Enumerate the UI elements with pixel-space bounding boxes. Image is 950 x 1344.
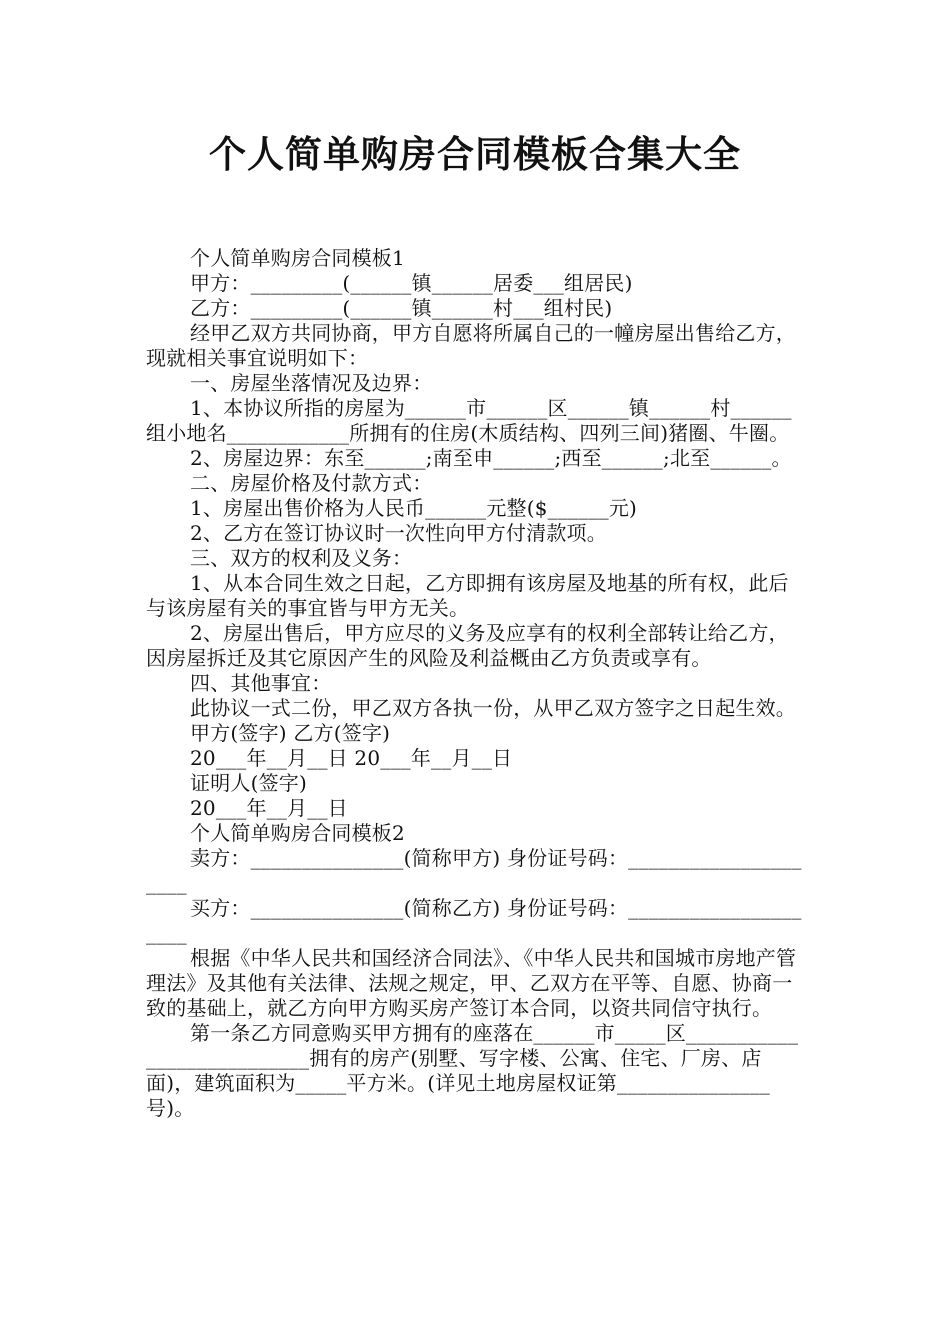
clause-heading: 四、其他事宜： [190,671,332,695]
buyer-line: 买方：_______________(简称乙方) 身份证号码：_____________________ [146,896,802,945]
clause-paragraph: 2、乙方在签订协议时一次性向甲方付清款项。 [190,521,607,545]
clause-heading: 一、房屋坐落情况及边界： [190,371,433,395]
page-title: 个人简单购房合同模板合集大全 [209,133,741,176]
section-heading-template-1: 个人简单购房合同模板1 [190,246,405,270]
section-heading-template-2: 个人简单购房合同模板2 [190,821,405,845]
document-body [146,246,808,1121]
clause-heading: 二、房屋价格及付款方式： [190,471,433,495]
party-a-line: 甲方：_________(______镇______居委___组居民) [190,271,633,295]
clause-paragraph: 2、房屋出售后，甲方应尽的义务及应享有的权利全部转让给乙方，因房屋拆迁及其它原因产生的风险及利益概由乙方负责或享有。 [146,621,789,670]
clause-paragraph: 1、本协议所指的房屋为______市______区______镇______村______组小地名____________所拥有的住房(木质结构、四列三间)猪圈、牛圈。 [146,396,792,445]
seller-line: 卖方：_______________(简称甲方) 身份证号码：_____________________ [146,846,802,895]
party-b-line: 乙方：_________(______镇______村___组村民) [190,296,613,320]
article-one-paragraph: 第一条乙方同意购买甲方拥有的座落在______市_____区___________________________拥有的房产(别墅、写字楼、公寓、住宅、厂房、店面)，建筑面积为_____平方米。(详见土地房屋权证第_______________号)。 [146,1021,799,1120]
date-line: 20___年__月__日 [190,796,348,820]
clause-paragraph: 此协议一式二份，甲乙双方各执一份，从甲乙双方签字之日起生效。 [190,696,796,720]
basis-paragraph: 根据《中华人民共和国经济合同法》、《中华人民共和国城市房地产管理法》及其他有关法律、法规之规定，甲、乙双方在平等、自愿、协商一致的基础上，就乙方向甲方购买房产签订本合同，以资共同信守执行。 [146,946,797,1020]
preamble-paragraph: 经甲乙双方共同协商，甲方自愿将所属自己的一幢房屋出售给乙方，现就相关事宜说明如下： [146,321,796,370]
clause-paragraph: 1、房屋出售价格为人民币______元整($______元) [190,496,638,520]
clause-heading: 三、双方的权利及义务： [190,546,413,570]
clause-paragraph: 1、从本合同生效之日起，乙方即拥有该房屋及地基的所有权，此后与该房屋有关的事宜皆与甲方无关。 [146,571,789,620]
witness-line: 证明人(签字) [190,771,308,795]
clause-paragraph: 2、房屋边界：东至______;南至申______;西至______;北至______。 [190,446,792,470]
date-line: 20___年__月__日 20___年__月__日 [190,746,513,770]
signature-line: 甲方(签字) 乙方(签字) [190,721,391,745]
